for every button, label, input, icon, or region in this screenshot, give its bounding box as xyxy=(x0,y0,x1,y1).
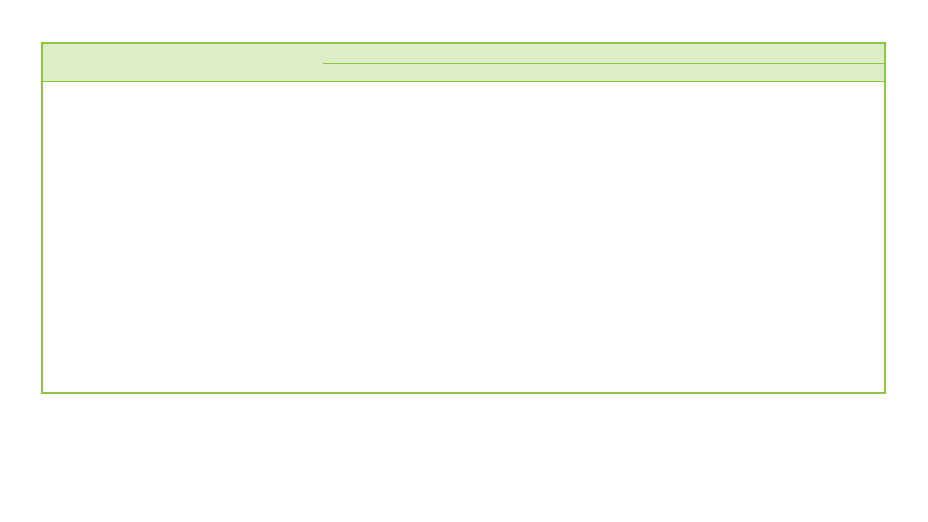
inpc-table xyxy=(41,42,886,394)
table-header xyxy=(43,44,884,82)
